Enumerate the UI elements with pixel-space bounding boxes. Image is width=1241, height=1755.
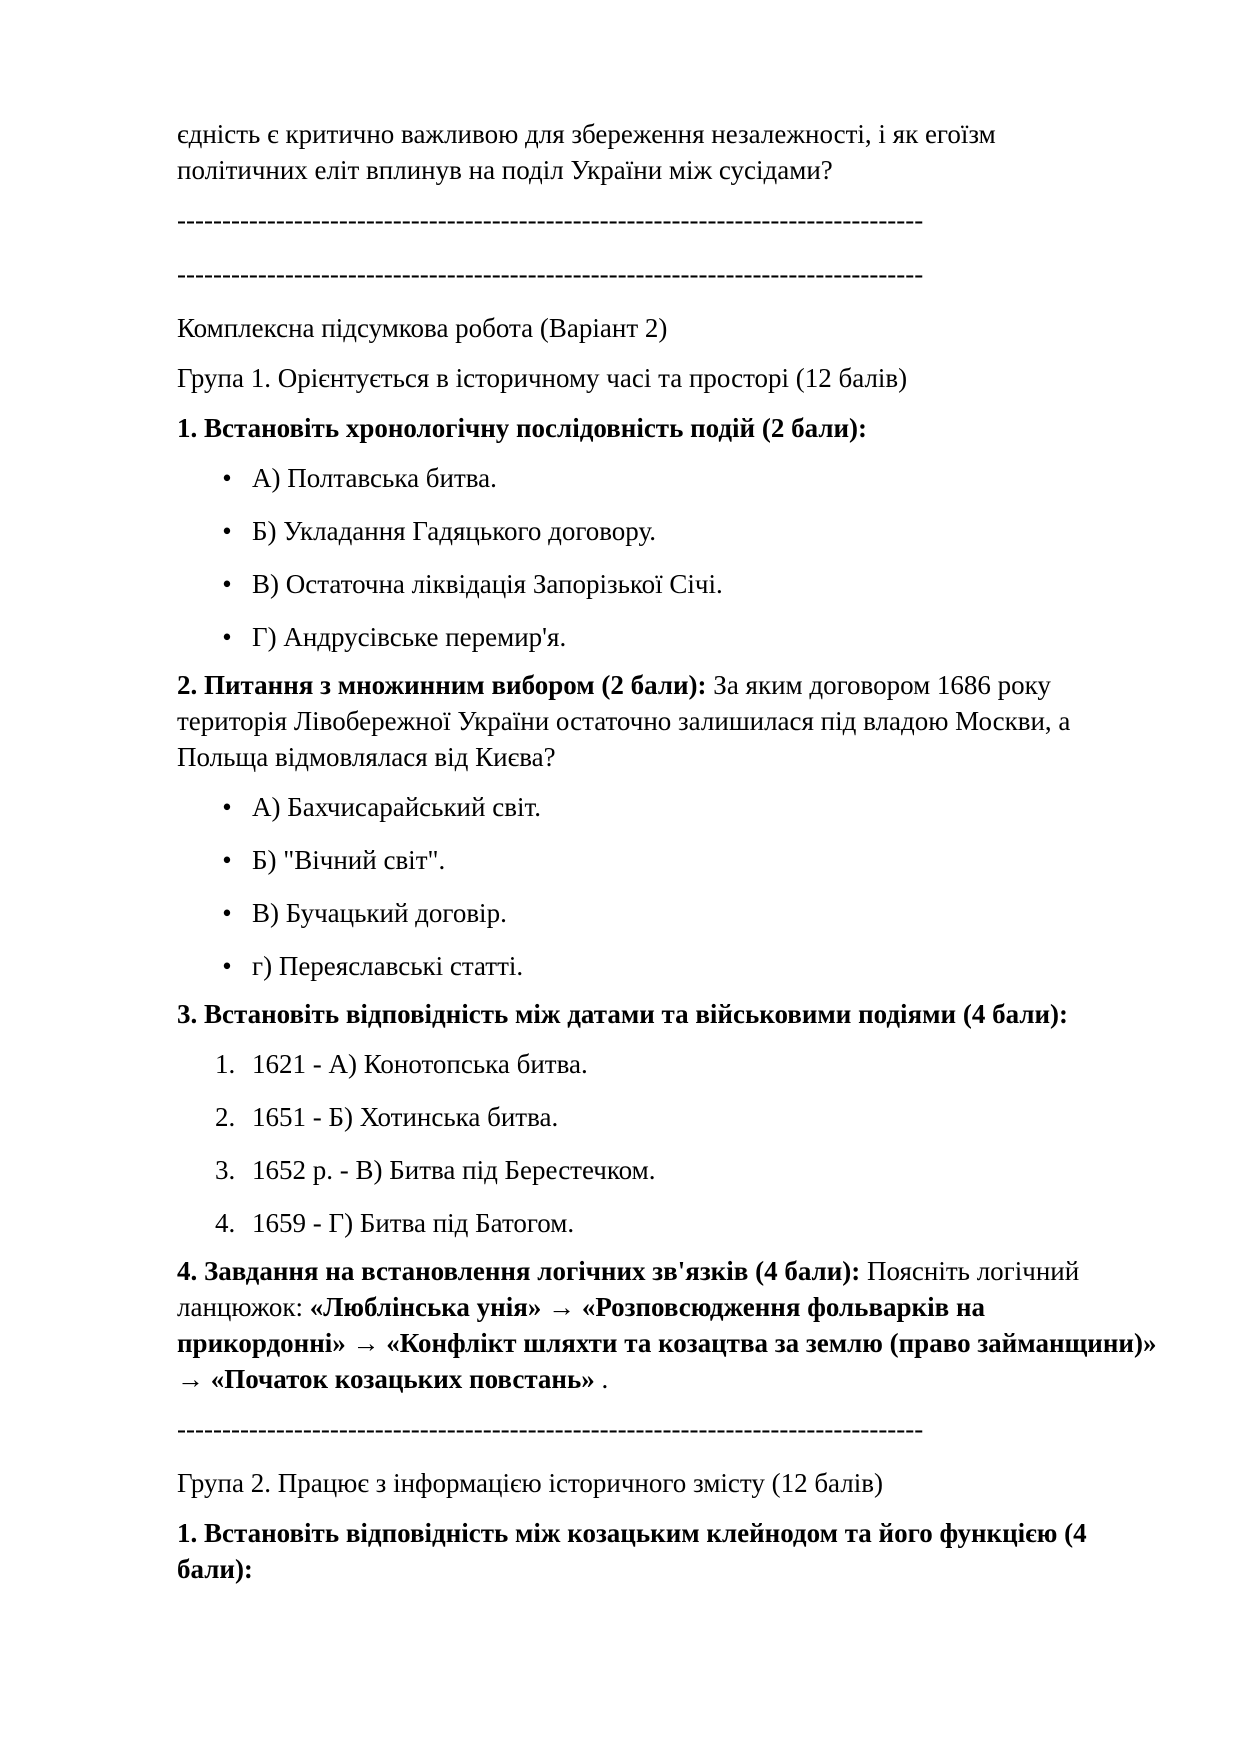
question-1-options bbox=[177, 460, 1157, 655]
question-1-title: 1. Встановіть хронологічну послідовність подій (2 бали): bbox=[177, 413, 868, 443]
bullet-icon: • bbox=[222, 569, 232, 599]
list-item: 4. 1659 - Г) Битва під Батогом. bbox=[177, 1205, 1157, 1241]
intro-line-1: єдність є критично важливою для збереження незалежності, і як егоїзм bbox=[177, 119, 996, 149]
list-item: • А) Полтавська битва. bbox=[177, 460, 1157, 496]
question-2-title: 2. Питання з множинним вибором (2 бали): bbox=[177, 670, 707, 700]
bullet-icon: • bbox=[222, 951, 232, 981]
question-4 bbox=[177, 1253, 1157, 1397]
bullet-icon: • bbox=[222, 792, 232, 822]
list-number: 3. bbox=[215, 1155, 236, 1185]
list-item: • Б) Укладання Гадяцького договору. bbox=[177, 513, 1157, 549]
list-item: 3. 1652 р. - В) Битва під Берестечком. bbox=[177, 1152, 1157, 1188]
bullet-icon: • bbox=[222, 622, 232, 652]
question-4-chain: «Люблінська унія» → «Розповсюдження фольварків на прикордонні» → «Конфлікт шляхти та козацтва за землю (право займанщини)» → «Початок козацьких повстань» bbox=[177, 1292, 1157, 1394]
question-2 bbox=[177, 667, 1157, 775]
bullet-icon: • bbox=[222, 898, 232, 928]
document-page bbox=[177, 116, 1157, 1601]
list-item: 1. 1621 - А) Конотопська битва. bbox=[177, 1046, 1157, 1082]
list-number: 1. bbox=[215, 1049, 236, 1079]
intro-paragraph bbox=[177, 116, 1157, 188]
bullet-icon: • bbox=[222, 516, 232, 546]
list-item: • Б) "Вічний світ". bbox=[177, 842, 1157, 878]
question-4-title: 4. Завдання на встановлення логічних зв'язків (4 бали): bbox=[177, 1256, 861, 1286]
bullet-icon: • bbox=[222, 845, 232, 875]
intro-line-2: політичних еліт вплинув на поділ України між сусідами? bbox=[177, 155, 833, 185]
question-2-text: За яким договором 1686 року територія Лівобережної України остаточно залишилася під владою Москви, а Польща відмовлялася від Києва? bbox=[177, 670, 1071, 772]
list-number: 4. bbox=[215, 1208, 236, 1238]
separator-line: ----------------------------------------------------------------------------------- bbox=[177, 205, 924, 235]
list-item: 2. 1651 - Б) Хотинська битва. bbox=[177, 1099, 1157, 1135]
list-item: • В) Остаточна ліквідація Запорізької Січі. bbox=[177, 566, 1157, 602]
list-item: • Г) Андрусівське перемир'я. bbox=[177, 619, 1157, 655]
list-item: • г) Переяславські статті. bbox=[177, 948, 1157, 984]
list-item: • В) Бучацький договір. bbox=[177, 895, 1157, 931]
separator-line: ----------------------------------------------------------------------------------- bbox=[177, 1414, 924, 1444]
separator-line: ----------------------------------------------------------------------------------- bbox=[177, 259, 924, 289]
bullet-icon: • bbox=[222, 463, 232, 493]
question-4-text: Поясніть логічний ланцюжок: bbox=[177, 1256, 1080, 1322]
question-3-items bbox=[177, 1046, 1157, 1241]
group-2-question-1-title: 1. Встановіть відповідність між козацьким клейнодом та його функцією (4 бали): bbox=[177, 1518, 1087, 1584]
work-title: Комплексна підсумкова робота (Варіант 2) bbox=[177, 313, 668, 343]
question-4-tail: . bbox=[594, 1364, 609, 1394]
list-number: 2. bbox=[215, 1102, 236, 1132]
question-3-title: 3. Встановіть відповідність між датами та військовими подіями (4 бали): bbox=[177, 999, 1069, 1029]
question-2-options bbox=[177, 789, 1157, 984]
group-1-title: Група 1. Орієнтується в історичному часі та просторі (12 балів) bbox=[177, 363, 908, 393]
group-2-title: Група 2. Працює з інформацією історичного змісту (12 балів) bbox=[177, 1468, 883, 1498]
list-item: • А) Бахчисарайський світ. bbox=[177, 789, 1157, 825]
